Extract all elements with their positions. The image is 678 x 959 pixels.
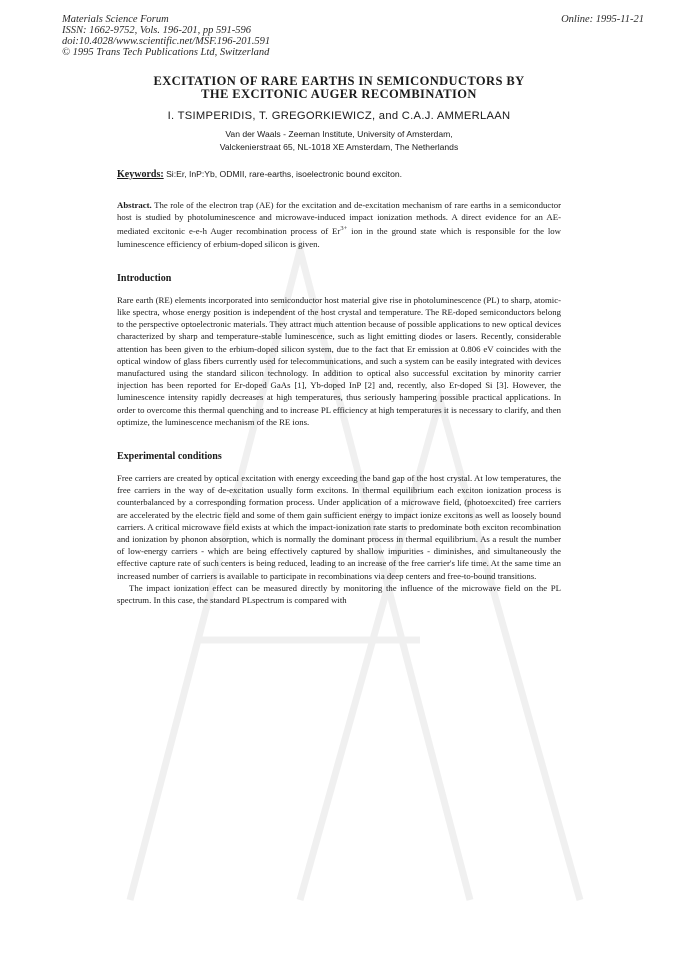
experimental-paragraph-1: Free carriers are created by optical excitation with energy exceeding the band gap of the host crystal. At low temperatures, the free carriers in the way of de-excitation usually form excitons. In thermal equilibrium each exciton ionization process is counterbalanced by a corresponding formation process. Under application of a microwave field, (photoexcited) free carriers are accelerated by the electric field and some of them gain sufficient energy to impact ionize excitons as well as loosely bound carriers. A critical microwave field exists at which the impact-ionization rate starts to predominate both exciton recombination and ionization by phonon absorption, which is normally the dominant process in thermal equilibrium. As a result the number of low-energy carriers - which are being effectively captured by shallow impurities - diminishes, and simultaneously the effective capture rate of such centers is being reduced, leading to an increase of the free carrier's life time. At the same time an increased number of carriers is available to participate in recombinations via deep centers and free-to-bound transitions. (117, 472, 561, 581)
abstract (117, 199, 561, 250)
authors: I. TSIMPERIDIS, T. GREGORKIEWICZ, and C.A.J. AMMERLAAN (167, 110, 511, 122)
keywords-text: Si:Er, InP:Yb, ODMII, rare-earths, isoelectronic bound exciton. (166, 169, 403, 179)
journal-name: Materials Science Forum (62, 14, 169, 25)
paper-title (117, 75, 561, 101)
affiliation (117, 128, 561, 154)
abstract-text-part-2: ion in the ground state which is responsible for the low luminescence efficiency of erbium-doped silicon is given. (117, 226, 562, 249)
abstract-superscript: 3+ (340, 225, 348, 233)
online-date: Online: 1995-11-21 (561, 14, 644, 25)
abstract-label: Abstract. (117, 200, 152, 210)
keywords-label: Keywords: (117, 169, 164, 180)
section-heading-experimental: Experimental conditions (117, 450, 222, 462)
keywords (117, 169, 561, 180)
paper-title-line-2: THE EXCITONIC AUGER RECOMBINATION (201, 87, 477, 101)
affiliation-line-2: Valckenierstraat 65, NL-1018 XE Amsterdam, The Netherlands (219, 142, 459, 152)
abstract-text-part-1: The role of the electron trap (AE) for the excitation and de-excitation mechanism of rare earths in a semiconductor host is studied by photoluminescence and microwave-induced impact ionization methods. A direct evidence for an AE-mediated excitonic e-e-h Auger recombination process of Er (117, 200, 562, 237)
publication-info (62, 14, 270, 58)
section-heading-introduction: Introduction (117, 272, 172, 284)
copyright-line: © 1995 Trans Tech Publications Ltd, Switzerland (62, 47, 270, 58)
introduction-paragraph: Rare earth (RE) elements incorporated into semiconductor host material give rise in photoluminescence (PL) to sharp, atomic-like spectra, whose energy position is independent of the host crystal and temperature. The RE-doped semiconductors belong to the perspective optoelectronic materials. They attract much attention because of possible applications to new optical devices characterized by sharp and temperature-stable luminescence, such as light emitting diodes or lasers. Recently, considerable attention has been given to the erbium-doped silicon system, due to the fact that Er emission at 0.806 eV coincides with the optical window of glass fibers currently used for telecommunications, and such a system can be easily integrated with devices manufactured using the standard silicon technology. In addition to optical also successful excitation by minority carrier injection has been reported for Er-doped GaAs [1], Yb-doped InP [2] and, recently, also Er-doped Si [3]. However, the luminescence intensity rapidly decreases at high temperatures, thus seriously hampering possible practical applications. In order to overcome this thermal quenching and to increase PL efficiency at high temperatures it is necessary to clarify, and then optimize, the luminescence mechanism of the RE ions. (117, 294, 561, 427)
paper-content (117, 75, 561, 606)
issn-line: ISSN: 1662-9752, Vols. 196-201, pp 591-596 (62, 25, 251, 36)
affiliation-line-1: Van der Waals - Zeeman Institute, University of Amsterdam, (225, 129, 453, 139)
paper-title-line-1: EXCITATION OF RARE EARTHS IN SEMICONDUCTORS BY (153, 74, 525, 88)
experimental-paragraph-2: The impact ionization effect can be measured directly by monitoring the influence of the microwave field on the PL spectrum. In this case, the standard PLspectrum is compared with (117, 582, 561, 605)
doi-line[interactable]: doi:10.4028/www.scientific.net/MSF.196-201.591 (62, 36, 271, 47)
